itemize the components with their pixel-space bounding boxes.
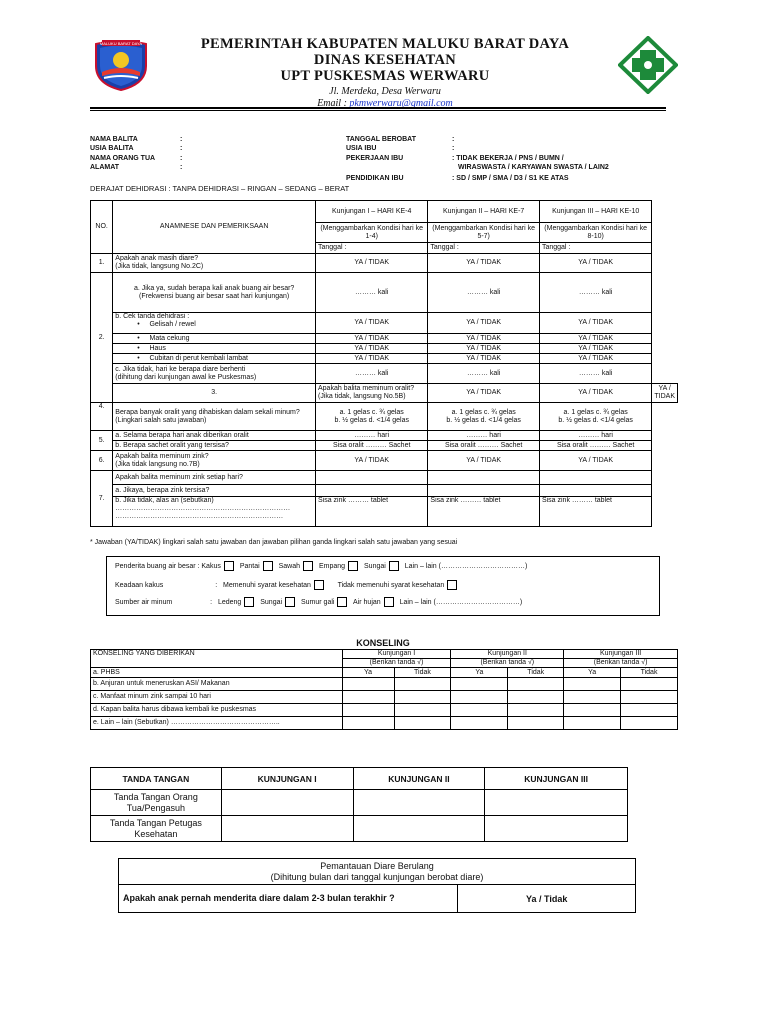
table-row: Tanda Tangan Orang Tua/Pengasuh [91, 790, 628, 816]
label-nama-ortu: NAMA ORANG TUA [90, 155, 156, 162]
header-rule [90, 107, 666, 109]
table-row: 5. a. Selama berapa hari anak diberikan oralit ……… hari ……… hari ……… hari [91, 431, 678, 441]
pemantauan-table: Pemantauan Diare Berulang (Dihitung bulan dari tanggal kunjungan berobat diare) Apakah anak pernah menderita diare dalam 2-3 bulan terakhir ? Ya / Tidak [118, 858, 636, 913]
col-k2: Kunjungan II – HARI KE-7 [428, 201, 540, 223]
konseling-table: KONSELING YANG DIBERIKAN Kunjungan I Kunjungan II Kunjungan III (Berikan tanda √) (Berikan tanda √) (Berikan tanda √) a. PHBS Ya Tidak Ya Tidak Ya Tidak b. Anjuran untuk meneruskan ASI/ Makanan c. Manfaat minum zink sampai 10 hari d. Kapan balita harus dibawa kembali ke puskesmas e. Lain – lain (Sebutkan) ……………………………………….. [90, 649, 678, 730]
email-link[interactable]: pkmwerwaru@gmail.com [349, 98, 453, 109]
table-row: 7. Apakah balita meminum zink setiap hari? [91, 471, 678, 485]
tanggal-k2[interactable]: Tanggal : [428, 243, 540, 254]
checkbox-memenuhi[interactable] [314, 580, 324, 590]
checkbox-pantai[interactable] [263, 561, 273, 571]
table-row: b. Berapa sachet oralit yang tersisa? Sisa oralit ……… Sachet Sisa oralit ……… Sachet Sisa oralit ……… Sachet [91, 441, 678, 451]
checkbox-sungai[interactable] [389, 561, 399, 571]
checkbox-sumur-gali[interactable] [337, 597, 347, 607]
checkbox-sawah[interactable] [303, 561, 313, 571]
konseling-title: KONSELING [356, 638, 410, 648]
table-row: • Cubitan di perut kembali lambat YA / TIDAK YA / TIDAK YA / TIDAK [91, 354, 678, 364]
checkbox-tidak-memenuhi[interactable] [447, 580, 457, 590]
signature-table: TANDA TANGAN KUNJUNGAN I KUNJUNGAN II KUNJUNGAN III Tanda Tangan Orang Tua/Pengasuh Tanda Tangan Petugas Kesehatan [90, 767, 628, 842]
table-row: a. Jikaya, berapa zink tersisa? [91, 485, 678, 497]
derajat-dehidrasi: DERAJAT DEHIDRASI : TANPA DEHIDRASI – RINGAN – SEDANG – BERAT [90, 184, 350, 193]
col-anamnese: ANAMNESE DAN PEMERIKSAAN [113, 201, 316, 254]
col-k1: Kunjungan I – HARI KE-4 [316, 201, 428, 223]
signature-field[interactable] [353, 816, 485, 842]
table-row: a. PHBS Ya Tidak Ya Tidak Ya Tidak [91, 668, 678, 678]
table-row: b. Jika tidak, alas an (sebutkan) ………………………………………………………………… ……………………………………………………………… Sisa zink ……… tablet Sisa zink ……… tablet Sisa zink ……… tablet [91, 497, 678, 527]
header-email-line: Email : pkmwerwaru@gmail.com [317, 98, 453, 109]
table-row: e. Lain – lain (Sebutkan) ……………………………………….. [91, 717, 678, 730]
tanggal-k1[interactable]: Tanggal : [316, 243, 428, 254]
table-row: 4. Berapa banyak oralit yang dihabiskan dalam sekali minum? (Lingkari salah satu jawaban) a. 1 gelas c. ¾ gelas b. ½ gelas d. <1/4 gelas a. 1 gelas c. ¾ gelas b. ½ gelas d. <1/4 gelas a. 1 gelas c. ¾ gelas b. ½ gelas d. <1/4 gelas [91, 403, 678, 431]
table-row: 1. Apakah anak masih diare? (Jika tidak, langsung No.2C) YA / TIDAK YA / TIDAK YA / TIDAK [91, 254, 678, 273]
signature-field[interactable] [353, 790, 485, 816]
table-row: c. Manfaat minum zink sampai 10 hari [91, 691, 678, 704]
label-pekerjaan-ibu: PEKERJAAN IBU [346, 155, 404, 162]
table-row: 2. a. Jika ya, sudah berapa kali anak buang air besar? (Frekwensi buang air besar saat hari kunjungan) ……… kali ……… kali ……… kali [91, 273, 678, 313]
table-row: • Haus YA / TIDAK YA / TIDAK YA / TIDAK [91, 344, 678, 354]
answer-note: * Jawaban (YA/TIDAK) lingkari salah satu jawaban dan jawaban pilihan ganda lingkari salah satu jawaban yang sesuai [90, 539, 458, 546]
pekerjaan-options-1: : TIDAK BEKERJA / PNS / BUMN / [452, 155, 564, 162]
table-row: b. Anjuran untuk meneruskan ASI/ Makanan [91, 678, 678, 691]
letterhead [130, 36, 640, 110]
pendidikan-options: : SD / SMP / SMA / D3 / S1 KE ATAS [452, 175, 569, 182]
header-line-2: DINAS KESEHATAN [313, 52, 457, 68]
label-alamat: ALAMAT [90, 164, 120, 171]
table-row: b. Cek tanda dehidrasi : • Gelisah / rewel YA / TIDAK YA / TIDAK YA / TIDAK [91, 313, 678, 334]
signature-field[interactable] [221, 816, 353, 842]
table-row: 6. Apakah balita meminum zink? (Jika tidak langsung no.7B) YA / TIDAK YA / TIDAK YA / TIDAK [91, 451, 678, 471]
signature-field[interactable] [221, 790, 353, 816]
header-line-1: PEMERINTAH KABUPATEN MALUKU BARAT DAYA [200, 36, 570, 52]
signature-field[interactable] [485, 816, 628, 842]
environment-box: Penderita buang air besar : Kakus Pantai Sawah Empang Sungai Lain – lain (………………………………) Keadaan kakus : Memenuhi syarat kesehatan Tidak memenuhi syarat kesehatan Sumber air minum : Ledeng Sungai Sumur gali Air hujan Lain – lain (………………………………) [106, 556, 660, 616]
signature-field[interactable] [485, 790, 628, 816]
tanggal-k3[interactable]: Tanggal : [539, 243, 651, 254]
checkbox-air-hujan[interactable] [384, 597, 394, 607]
anamnese-table: NO. ANAMNESE DAN PEMERIKSAAN Kunjungan I – HARI KE-4 Kunjungan II – HARI KE-7 Kunjungan III – HARI KE-10 (Menggambarkan Kondisi hari ke 1-4) (Menggambarkan Kondisi hari ke 5-7) (Menggambarkan Kondisi hari ke 8-10) Tanggal : Tanggal : Tanggal : 1. Apakah anak masih diare? (Jika tidak, langsung No.2C) YA / TIDAK YA / TIDAK YA / TIDAK 2. a. Jika ya, sudah berapa kali anak buang air besar? (Frekwensi buang air besar saat hari kunjungan) ……… kali ……… kali ……… kali b. Cek tanda dehidrasi : • Gelisah / rewel YA / TIDAK YA / TIDAK YA / TIDAK • Mata cekung YA / TIDAK YA / TIDAK YA / TIDAK • Haus YA / TIDAK YA / TIDAK YA / TIDAK • Cubitan di perut kembali lambat YA / TIDAK YA / TIDAK YA / TIDAK c. Jika tidak, hari ke berapa diare berhenti (dihitung dari kunjungan awal ke Puskesmas) ……… kali ……… kali ……… kali 3. Apakah balita meminum oralit? (Jika tidak, langsung No.5B) YA / TIDAK YA / TIDAK YA / TIDAK 4. Berapa banyak oralit yang dihabiskan dalam sekali minum? (Lingkari salah satu jawaban) a. 1 gelas c. ¾ gelas b. ½ gelas d. <1/4 gelas a. 1 gelas c. ¾ gelas b. ½ gelas d. <1/4 gelas a. 1 gelas c. ¾ gelas b. ½ gelas d. <1/4 gelas 5. a. Selama berapa hari anak diberikan oralit ……… hari ……… hari ……… hari b. Berapa sachet oralit yang tersisa? Sisa oralit ……… Sachet Sisa oralit ……… Sachet Sisa oralit ……… Sachet 6. Apakah balita meminum zink? (Jika tidak langsung no.7B) YA / TIDAK YA / TIDAK YA / TIDAK 7. Apakah balita meminum zink setiap hari? a. Jikaya, berapa zink tersisa? b. Jika tidak, alas an (sebutkan) ………………………………………………………………… ……………………………………………………………… Sisa zink ……… tablet Sisa zink ……… tablet Sisa zink ……… tablet [90, 200, 678, 527]
svg-text:MALUKU BARAT DAYA: MALUKU BARAT DAYA [99, 41, 143, 46]
label-nama-balita: NAMA BALITA [90, 136, 138, 143]
table-row: • Mata cekung YA / TIDAK YA / TIDAK YA / TIDAK [91, 334, 678, 344]
table-row: c. Jika tidak, hari ke berapa diare berhenti (dihitung dari kunjungan awal ke Puskesmas) ……… kali ……… kali ……… kali [91, 364, 678, 384]
pemantauan-answer[interactable]: Ya / Tidak [458, 885, 636, 913]
table-row: Tanda Tangan Petugas Kesehatan [91, 816, 628, 842]
pekerjaan-options-2: WIRASWASTA / KARYAWAN SWASTA / LAIN2 [458, 164, 609, 171]
header-line-3: UPT PUSKESMAS WERWARU [280, 68, 490, 84]
label-pendidikan-ibu: PENDIDIKAN IBU [346, 175, 404, 182]
table-row: 3. Apakah balita meminum oralit? (Jika tidak, langsung No.5B) YA / TIDAK YA / TIDAK YA / TIDAK [91, 384, 678, 403]
table-row: d. Kapan balita harus dibawa kembali ke puskesmas [91, 704, 678, 717]
header-rule-thin [90, 110, 666, 111]
label-usia-balita: USIA BALITA [90, 145, 134, 152]
checkbox-ledeng[interactable] [244, 597, 254, 607]
label-tanggal-berobat: TANGGAL BEROBAT [346, 136, 416, 143]
label-usia-ibu: USIA IBU [346, 145, 377, 152]
header-address: Jl. Merdeka, Desa Werwaru [329, 86, 441, 97]
checkbox-sungai-air[interactable] [285, 597, 295, 607]
checkbox-empang[interactable] [348, 561, 358, 571]
col-k3: Kunjungan III – HARI KE-10 [539, 201, 651, 223]
col-no: NO. [91, 201, 113, 254]
checkbox-kakus[interactable] [224, 561, 234, 571]
